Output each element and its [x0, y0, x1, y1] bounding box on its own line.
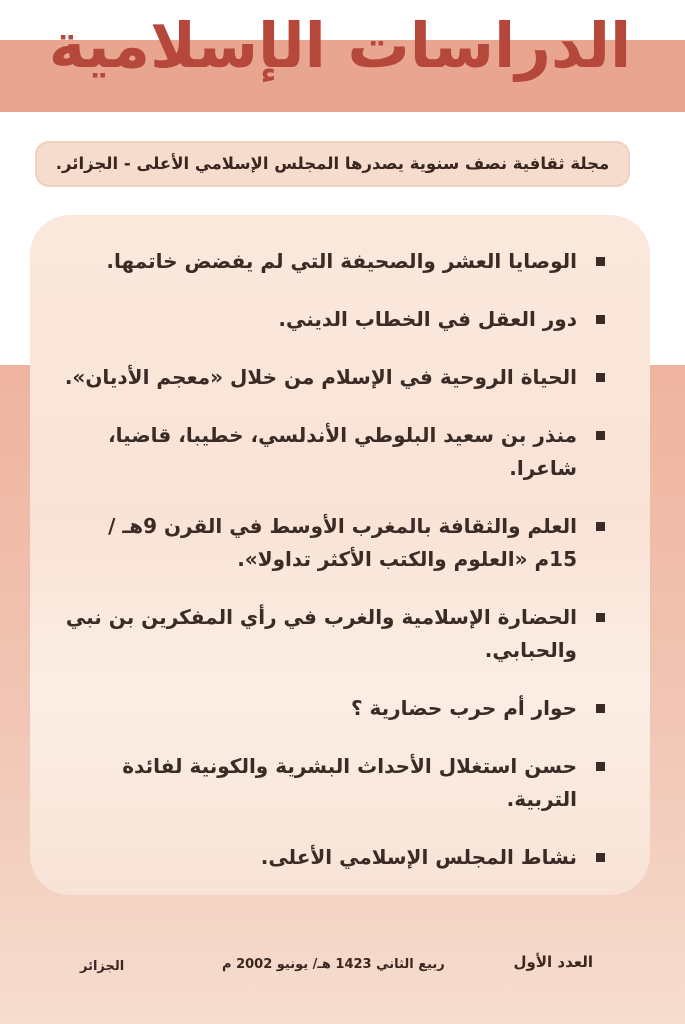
square-bullet-icon — [596, 704, 605, 713]
issue-number: العدد الأول — [513, 953, 593, 971]
contents-item-text: منذر بن سعيد البلوطي الأندلسي، خطيبا، قاضيا، شاعرا. — [108, 423, 577, 480]
square-bullet-icon — [596, 431, 605, 440]
magazine-subtitle: مجلة ثقافية نصف سنوية يصدرها المجلس الإسلامي الأعلى - الجزائر. — [55, 154, 610, 173]
contents-item — [60, 419, 605, 485]
contents-item-text: دور العقل في الخطاب الديني. — [278, 307, 577, 331]
square-bullet-icon — [596, 613, 605, 622]
contents-item-text: الوصايا العشر والصحيفة التي لم يفضض خاتمها. — [106, 249, 577, 273]
square-bullet-icon — [596, 315, 605, 324]
contents-list — [60, 245, 605, 875]
contents-item-text: نشاط المجلس الإسلامي الأعلى. — [260, 845, 577, 869]
contents-item-text: العلم والثقافة بالمغرب الأوسط في القرن 9هـ / 15م «العلوم والكتب الأكثر تداولا». — [108, 514, 577, 571]
contents-item — [60, 303, 605, 336]
contents-item — [60, 841, 605, 874]
issue-date: ربيع الثاني 1423 هـ/ يونيو 2002 م — [222, 957, 445, 972]
contents-item — [60, 245, 605, 278]
contents-item-text: الحياة الروحية في الإسلام من خلال «معجم الأديان». — [64, 365, 577, 389]
contents-item — [60, 510, 605, 576]
contents-item — [60, 601, 605, 667]
contents-item-text: حسن استغلال الأحداث البشرية والكونية لفائدة التربية. — [122, 754, 577, 811]
contents-item-text: الحضارة الإسلامية والغرب في رأي المفكرين بن نبي والحبابي. — [65, 605, 577, 662]
contents-item — [60, 361, 605, 394]
contents-item-text: حوار أم حرب حضارية ؟ — [350, 696, 577, 720]
contents-item — [60, 750, 605, 816]
contents-item — [60, 692, 605, 725]
square-bullet-icon — [596, 853, 605, 862]
square-bullet-icon — [596, 257, 605, 266]
magazine-title: الدراسات الإسلامية — [48, 9, 632, 82]
square-bullet-icon — [596, 522, 605, 531]
square-bullet-icon — [596, 762, 605, 771]
square-bullet-icon — [596, 373, 605, 382]
publication-place: الجزائر — [80, 959, 125, 974]
